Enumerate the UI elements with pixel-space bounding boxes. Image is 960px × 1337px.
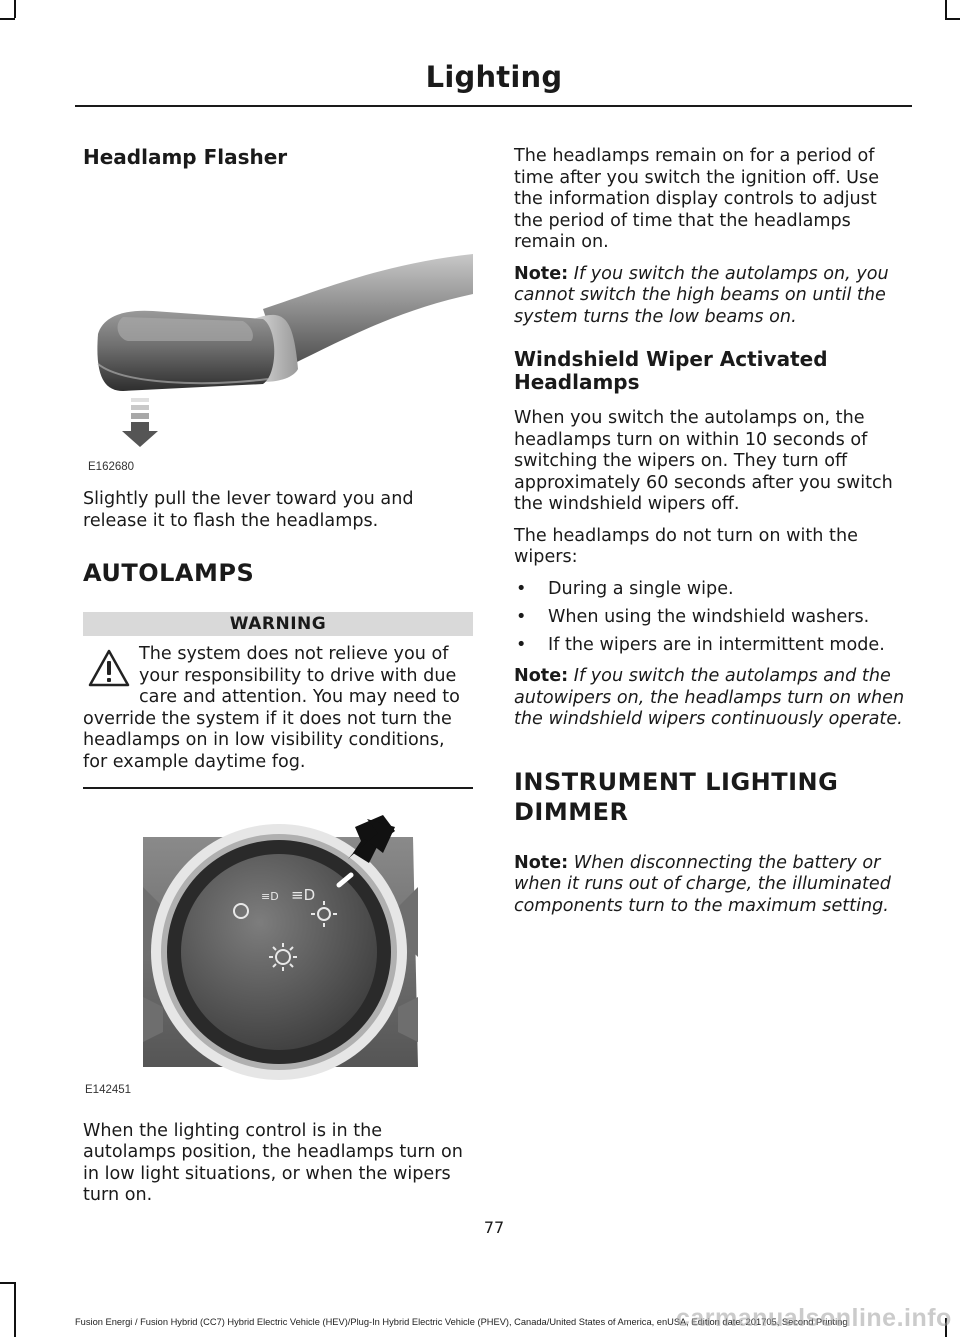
note-text: If you switch the autolamps on, you cannot switch the high beams on until the system turns the low beams on. xyxy=(514,263,889,327)
page-title: Lighting xyxy=(425,60,563,94)
lighting-control-figure xyxy=(83,797,473,1097)
crop-mark xyxy=(0,18,15,20)
list-item: • When using the windshield washers. xyxy=(516,606,870,627)
warning-rule xyxy=(83,787,473,789)
svg-text:≡D: ≡D xyxy=(291,885,316,904)
list-item: • If the wipers are in intermittent mode. xyxy=(516,634,885,655)
wiper-exceptions-intro: The headlamps do not turn on with the wipers: xyxy=(514,525,858,567)
autolamps-heading: AUTOLAMPS xyxy=(83,559,255,587)
crop-mark xyxy=(945,18,960,20)
header-rule xyxy=(75,105,912,107)
figure-code: E162680 xyxy=(88,461,135,473)
note-label: Note: xyxy=(514,263,569,284)
wiper-headlamps-text: When you switch the autolamps on, the headlamps turn on within 10 seconds of switching the wipers on. They turn off approximately 60 seconds after you switch the windshield wipers off. xyxy=(514,408,893,514)
note-text: If you switch the autolamps and the autowipers on, the headlamps turn on when the windshield wipers continuously operate. xyxy=(514,666,905,729)
note-text: When disconnecting the battery or when it runs out of charge, the illuminated components turn to the maximum setting. xyxy=(514,852,891,916)
note-label: Note: xyxy=(514,666,569,686)
warning-text: The system does not relieve you of your responsibility to drive with due care and attention. You may need to override the system if it does not turn the headlamps on in low visibility conditions, for example daytime fog. xyxy=(83,644,460,772)
headlamp-flasher-heading: Headlamp Flasher xyxy=(83,145,288,169)
crop-mark xyxy=(14,0,16,18)
flasher-text: Slightly pull the lever toward you and release it to flash the headlamps. xyxy=(83,489,414,531)
crop-mark xyxy=(14,1282,16,1337)
wiper-headlamps-heading: Windshield Wiper Activated Headlamps xyxy=(514,347,828,394)
figure-code: E142451 xyxy=(85,1083,132,1096)
lever-illustration xyxy=(83,169,473,469)
autolamps-text: When the lighting control is in the autolamps position, the headlamps turn on in low light situations, or when the wipers turn on. xyxy=(83,1120,463,1205)
warning-triangle-icon xyxy=(87,648,131,688)
instrument-dimmer-heading: INSTRUMENT LIGHTING DIMMER xyxy=(514,767,839,826)
note-battery xyxy=(514,853,909,918)
note-high-beams xyxy=(514,264,909,329)
warning-body xyxy=(83,644,473,773)
lighting-control-illustration xyxy=(83,797,473,1097)
crop-mark xyxy=(945,0,947,18)
warning-box xyxy=(83,612,473,789)
watermark: carmanualsonline.info xyxy=(676,1304,952,1332)
left-column xyxy=(83,146,473,1217)
lever-figure xyxy=(83,169,473,473)
wiper-exceptions-list xyxy=(514,579,909,657)
right-column xyxy=(514,146,909,927)
svg-text:≡D: ≡D xyxy=(261,889,279,903)
list-item: • During a single wipe. xyxy=(516,578,734,599)
warning-label: WARNING xyxy=(83,612,473,636)
footer-text: Fusion Energi / Fusion Hybrid (CC7) Hybrid Electric Vehicle (HEV)/Plug-In Hybrid Electric Vehicle (PHEV), Canada/United States of America, enUSA, Edition date: 201705, Second Printing xyxy=(75,1317,848,1327)
crop-mark xyxy=(0,1282,15,1284)
headlamp-delay-text: The headlamps remain on for a period of time after you switch the ignition off. Use the information display controls to adjust the period of time that the headlamps remain on. xyxy=(514,146,880,252)
note-autowipers xyxy=(514,666,909,731)
note-label: Note: xyxy=(514,852,569,873)
page-number: 77 xyxy=(483,1218,505,1237)
